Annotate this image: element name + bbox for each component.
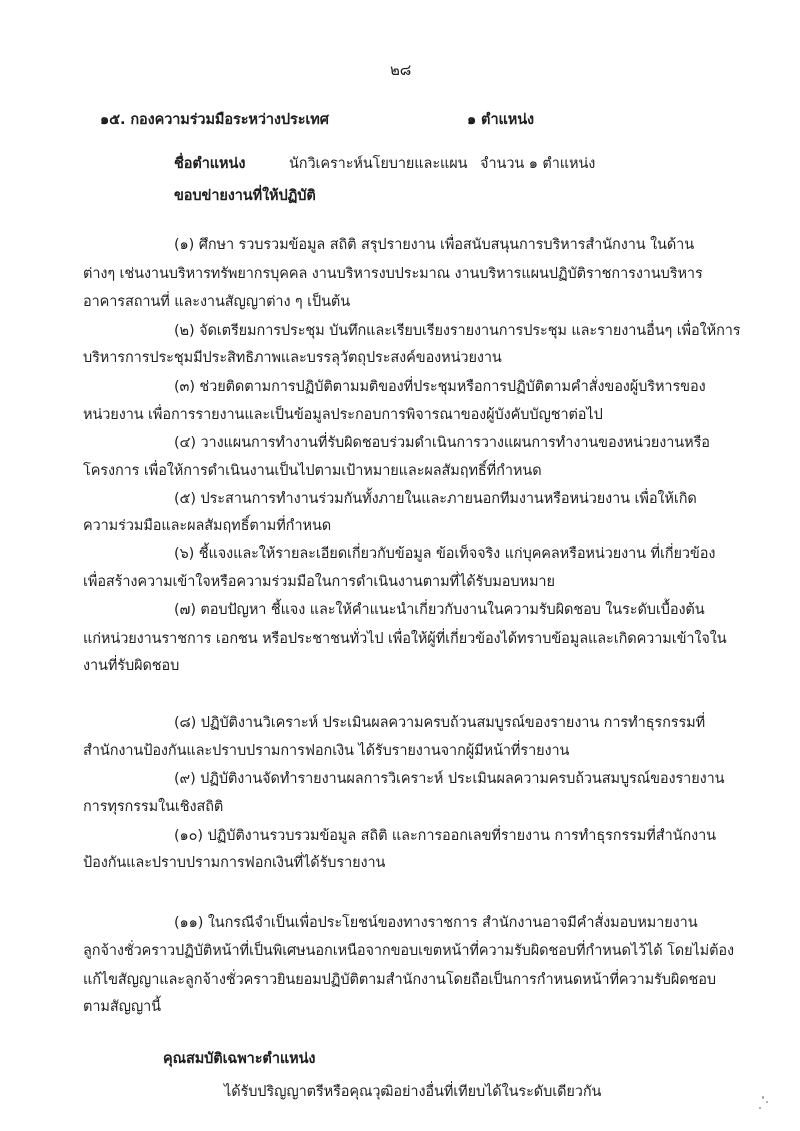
duty-line: งานที่รับผิดชอบ [83,658,180,674]
scan-speck [762,1096,764,1099]
page-number: ๒๘ [390,61,412,79]
scan-speck [766,1101,768,1103]
duty-line: เพื่อสร้างความเข้าใจหรือความร่วมมือในการดำเนินงานตามที่ได้รับมอบหมาย [83,574,555,590]
duty-line: (๕) ประสานการทำงานร่วมกันทั้งภายในและภายนอกทีมงานหรือหน่วยงาน เพื่อให้เกิด [174,491,697,507]
duty-line: ป้องกันและปราบปรามการฟอกเงินที่ได้รับรายงาน [83,855,386,871]
section-heading: ๑๕. กองความร่วมมือระหว่างประเทศ [100,112,329,128]
scope-heading: ขอบข่ายงานที่ให้ปฏิบัติ [174,188,316,204]
duty-line: แก้ไขสัญญาและลูกจ้างชั่วคราวยินยอมปฏิบัติตามสำนักงานโดยถือเป็นการกำหนดหน้าที่ความรับผิดชอบ [83,972,717,988]
duty-line: (๑๐) ปฏิบัติงานรวบรวมข้อมูล สถิติ และการออกเลขที่รายงาน การทำธุรกรรมที่สำนักงาน [174,828,716,844]
duty-line: (๘) ปฏิบัติงานวิเคราะห์ ประเมินผลความครบถ้วนสมบูรณ์ของรายงาน การทำธุรกรรมที่ [174,715,706,731]
duty-line: ความร่วมมือและผลสัมฤทธิ์ตามที่กำหนด [83,518,332,534]
job-title-label: ชื่อตำแหน่ง [174,156,246,172]
scan-speck [759,1107,761,1109]
job-position-count: จำนวน ๑ ตำแหน่ง [480,156,596,172]
duty-line: บริหารการประชุมมีประสิทธิภาพและบรรลุวัตถุประสงค์ของหน่วยงาน [83,350,502,366]
duty-line: ตามสัญญานี้ [83,999,161,1015]
duty-line: ลูกจ้างชั่วคราวปฏิบัติหน้าที่เป็นพิเศษนอกเหนือจากขอบเขตหน้าที่ความรับผิดชอบที่กำหนดไว้ได้ โดยไม่ต้อง [83,943,735,959]
duty-line: อาคารสถานที่ และงานสัญญาต่าง ๆ เป็นต้น [83,294,351,310]
duty-line: (๗) ตอบปัญหา ชี้แจง และให้คำแนะนำเกี่ยวกับงานในความรับผิดชอบ ในระดับเบื้องต้น [174,602,705,618]
duty-line: แก่หน่วยงานราชการ เอกชน หรือประชาชนทั่วไป เพื่อให้ผู้ที่เกี่ยวข้องได้ทราบข้อมูลและเกิดความเข้าใจใน [83,631,727,647]
duty-line: การทุรกรรมในเชิงสถิติ [83,799,224,815]
qualifications-heading: คุณสมบัติเฉพาะตำแหน่ง [163,1051,316,1067]
duty-line: (๑) ศึกษา รวบรวมข้อมูล สถิติ สรุปรายงาน เพื่อสนับสนุนการบริหารสำนักงาน ในด้าน [174,237,695,253]
duty-line: โครงการ เพื่อให้การดำเนินงานเป็นไปตามเป้าหมายและผลสัมฤทธิ์ที่กำหนด [83,463,542,479]
job-title-value: นักวิเคราะห์นโยบายและแผน [289,156,468,172]
duty-line: (๔) วางแผนการทำงานที่รับผิดชอบร่วมดำเนินการวางแผนการทำงานของหน่วยงานหรือ [174,435,710,451]
duty-line: สำนักงานป้องกันและปราบปรามการฟอกเงิน ได้รับรายงานจากผู้มีหน้าที่รายงาน [83,743,570,759]
section-position-count: ๑ ตำแหน่ง [467,112,535,128]
qualifications-text: ได้รับปริญญาตรีหรือคุณวุฒิอย่างอื่นที่เทียบได้ในระดับเดียวกัน [224,1084,602,1100]
duty-line: (๖) ชี้แจงและให้รายละเอียดเกี่ยวกับข้อมูล ข้อเท็จจริง แก่บุคคลหรือหน่วยงาน ที่เกี่ยวข้อง [174,546,716,562]
duty-line: ต่างๆ เช่นงานบริหารทรัพยากรบุคคล งานบริหารงบประมาณ งานบริหารแผนปฏิบัติราชการงานบริหาร [83,266,703,282]
duty-line: (๓) ช่วยติดตามการปฏิบัติตามมติของที่ประชุมหรือการปฏิบัติตามคำสั่งของผู้บริหารของ [174,379,706,395]
duty-line: หน่วยงาน เพื่อการรายงานและเป็นข้อมูลประกอบการพิจารณาของผู้บังคับบัญชาต่อไป [83,407,603,423]
duty-line: (๙) ปฏิบัติงานจัดทำรายงานผลการวิเคราะห์ ประเมินผลความครบถ้วนสมบูรณ์ของรายงาน [174,771,725,787]
duty-line: (๑๑) ในกรณีจำเป็นเพื่อประโยชน์ของทางราชการ สำนักงานอาจมีคำสั่งมอบหมายงาน [174,915,698,931]
duty-line: (๒) จัดเตรียมการประชุม บันทึกและเรียบเรียงรายงานการประชุม และรายงานอื่นๆ เพื่อให้การ [174,323,741,339]
